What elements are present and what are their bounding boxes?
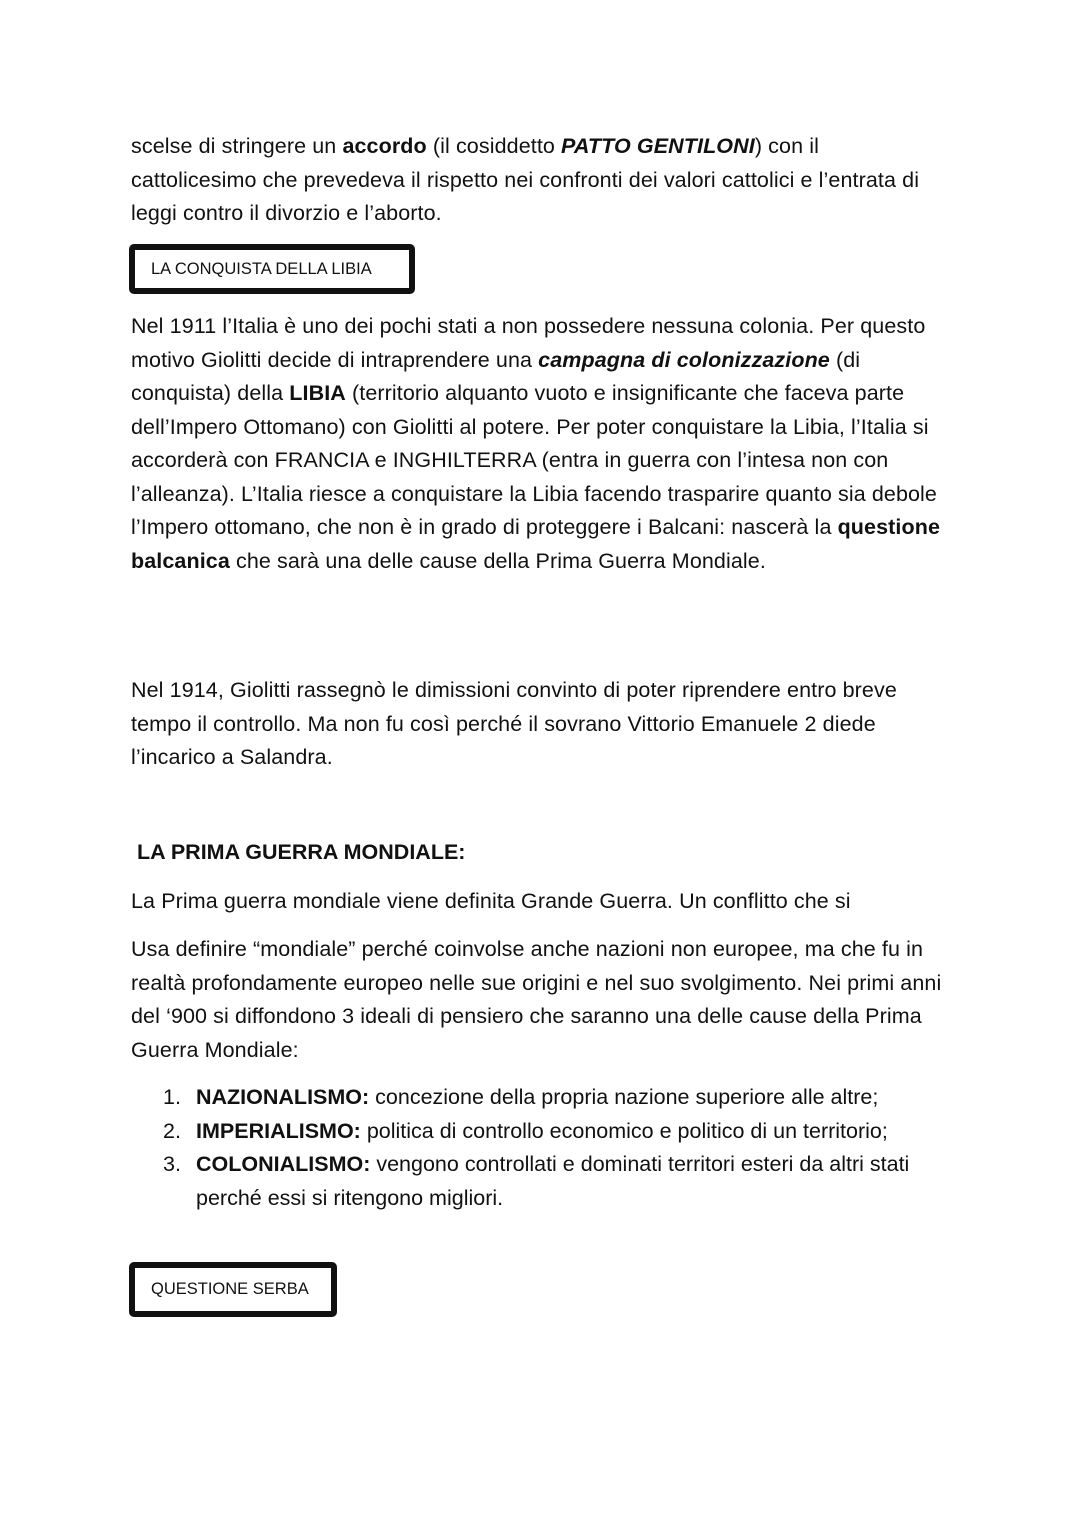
paragraph-patto-gentiloni: scelse di stringere un accordo (il cosiddetto PATTO GENTILONI) con il cattolicesimo che prevedeva il rispetto nei confronti dei valori cattolici e l’entrata di leggi contro il divorzio e l’aborto.: [131, 134, 920, 225]
list-item: 1. NAZIONALISMO: concezione della propria nazione superiore alle altre;: [163, 1085, 879, 1109]
list-item: 2. IMPERIALISMO: politica di controllo economico e politico di un territorio;: [163, 1118, 888, 1143]
section-box-libia: [129, 244, 415, 294]
heading-prima-guerra: LA PRIMA GUERRA MONDIALE:: [137, 840, 466, 864]
ideals-list: [131, 1081, 943, 1215]
section-title-libia: LA CONQUISTA DELLA LIBIA: [151, 259, 372, 278]
bold-italic-patto-gentiloni: PATTO GENTILONI: [561, 134, 755, 158]
bold-accordo: accordo: [342, 134, 427, 158]
paragraph-libia: Nel 1911 l’Italia è uno dei pochi stati a non possedere nessuna colonia. Per questo motivo Giolitti decide di intraprendere una campagna di colonizzazione (di conquista) della LIBIA (territorio alquanto vuoto e insignificante che faceva parte dell’Impero Ottomano) con Giolitti al potere. Per poter conquistare la Libia, l’Italia si accorderà con FRANCIA e INGHILTERRA (entra in guerra con l’intesa non con l’alleanza). L’Italia riesce a conquistare la Libia facendo trasparire quanto sia debole l’Impero ottomano, che non è in grado di proteggere i Balcani: nascerà la questione balcanica che sarà una delle cause della Prima Guerra Mondiale.: [131, 314, 941, 573]
bold-italic-campagna: campagna di colonizzazione: [538, 347, 830, 372]
bold-libia: LIBIA: [289, 381, 346, 405]
paragraph-1914: Nel 1914, Giolitti rassegnò le dimissioni convinto di poter riprendere entro breve tempo il controllo. Ma non fu così perché il sovrano Vittorio Emanuele 2 diede l’incarico a Salandra.: [131, 678, 897, 769]
section-title-questione-serba: QUESTIONE SERBA: [151, 1280, 309, 1299]
section-box-questione-serba: [129, 1262, 337, 1317]
paragraph-grande-guerra: La Prima guerra mondiale viene definita Grande Guerra. Un conflitto che si: [131, 889, 851, 913]
list-item: 3. COLONIALISMO: vengono controllati e dominati territori esteri da altri stati perché essi si ritengono migliori.: [163, 1152, 910, 1210]
bold-questione-balcanica: questione balcanica: [131, 515, 941, 573]
paragraph-mondiale: Usa definire “mondiale” perché coinvolse anche nazioni non europee, ma che fu in realtà profondamente europeo nelle sue origini e nel suo svolgimento. Nei primi anni del ‘900 si diffondono 3 ideali di pensiero che saranno una delle cause della Prima Guerra Mondiale:: [131, 937, 942, 1062]
